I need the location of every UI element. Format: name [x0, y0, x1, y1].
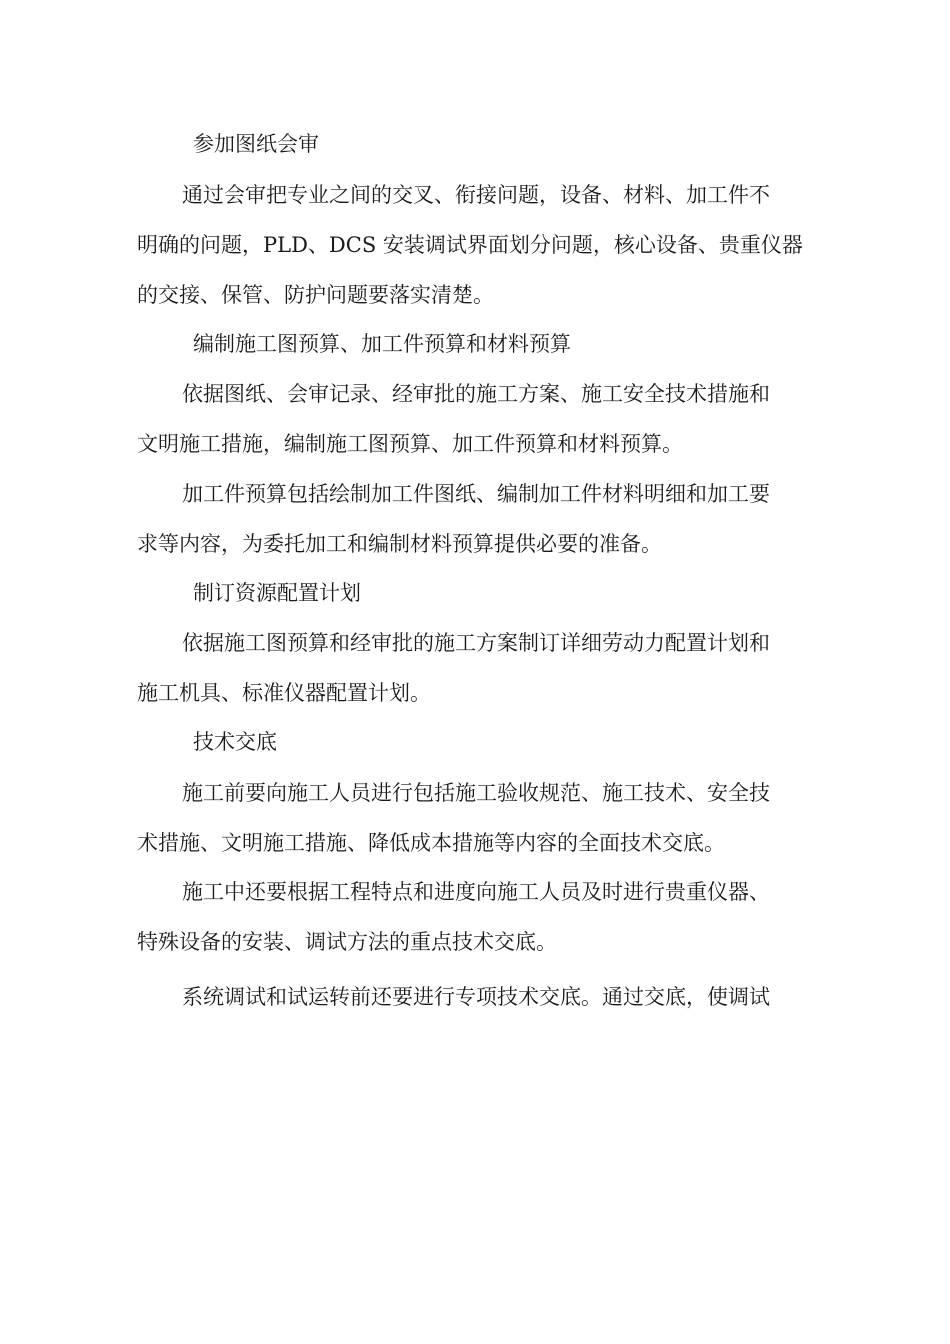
paragraph-line: 施工前要向施工人员进行包括施工验收规范、施工技术、安全技: [182, 781, 770, 805]
paragraph-line: 特殊设备的安装、调试方法的重点技术交底。: [137, 930, 557, 954]
paragraph-line: 术措施、文明施工措施、降低成本措施等内容的全面技术交底。: [137, 831, 725, 855]
paragraph-line: 依据施工图预算和经审批的施工方案制订详细劳动力配置计划和: [182, 631, 770, 655]
paragraph-line: 明确的问题，PLD、DCS 安装调试界面划分问题，核心设备、贵重仪器: [137, 233, 803, 257]
paragraph-line: 系统调试和试运转前还要进行专项技术交底。通过交底，使调试: [182, 985, 770, 1009]
section-heading-drawing-review: 参加图纸会审: [193, 132, 319, 156]
section-heading-budget: 编制施工图预算、加工件预算和材料预算: [193, 332, 571, 356]
section-heading-resource-plan: 制订资源配置计划: [193, 581, 361, 605]
paragraph-line: 通过会审把专业之间的交叉、衔接问题，设备、材料、加工件不: [182, 183, 770, 207]
paragraph-line: 文明施工措施，编制施工图预算、加工件预算和材料预算。: [137, 432, 683, 456]
paragraph-line: 加工件预算包括绘制加工件图纸、编制加工件材料明细和加工要: [182, 482, 770, 506]
paragraph-line: 的交接、保管、防护问题要落实清楚。: [137, 283, 494, 307]
paragraph-line: 依据图纸、会审记录、经审批的施工方案、施工安全技术措施和: [182, 382, 770, 406]
paragraph-line: 施工中还要根据工程特点和进度向施工人员及时进行贵重仪器、: [182, 880, 770, 904]
section-heading-technical-briefing: 技术交底: [193, 730, 277, 754]
paragraph-line: 施工机具、标准仪器配置计划。: [137, 681, 431, 705]
paragraph-line: 求等内容，为委托加工和编制材料预算提供必要的准备。: [137, 532, 662, 556]
